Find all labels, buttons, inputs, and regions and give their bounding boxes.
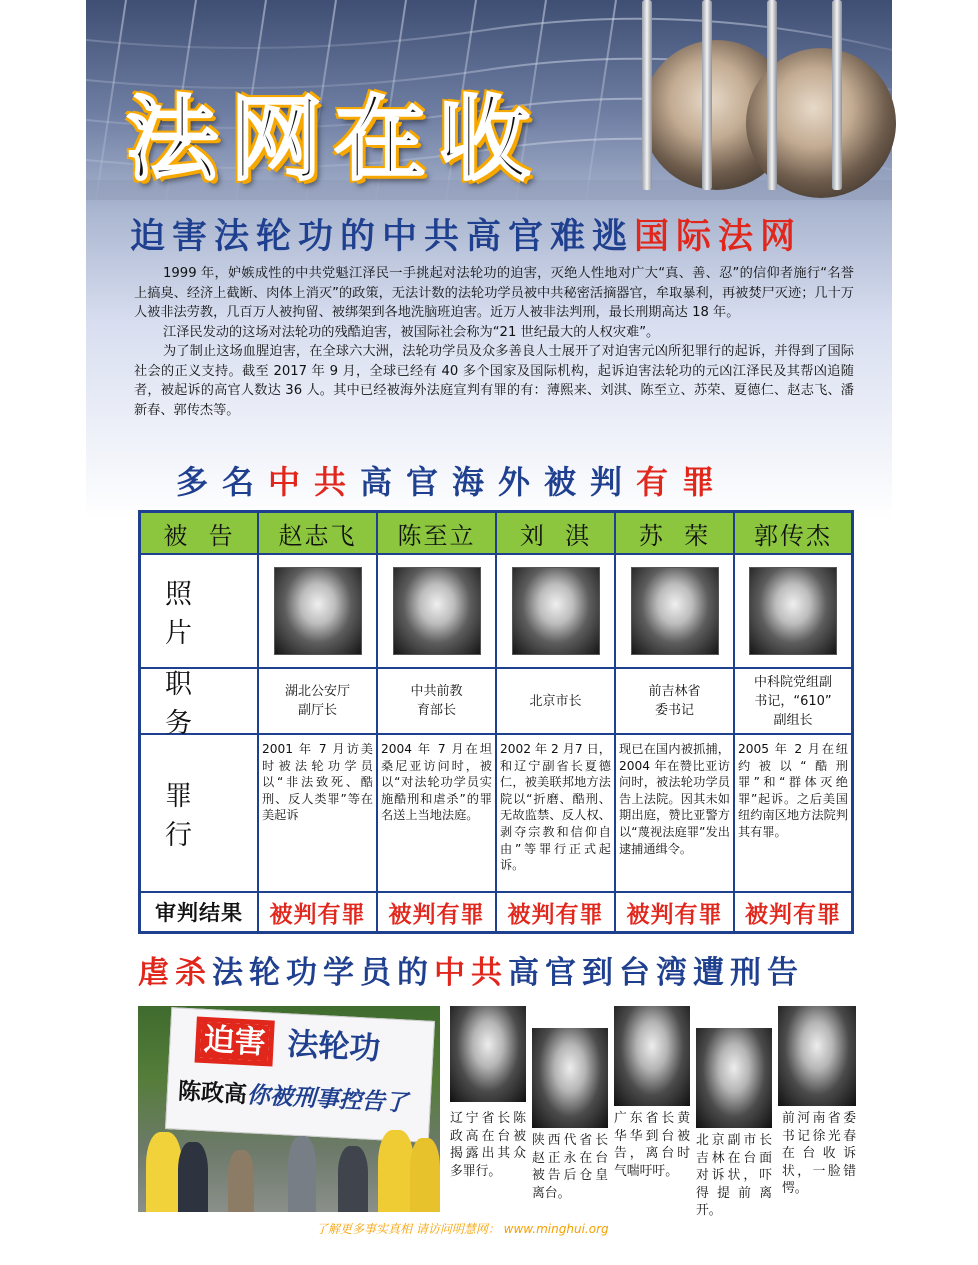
banner-blue-text: 法轮功: [286, 1026, 382, 1068]
header-defendant-label: 被 告: [141, 513, 259, 555]
header-name: 刘 淇: [497, 513, 616, 555]
post-cell: [497, 669, 616, 735]
section-title-convicted: [176, 460, 836, 504]
caption-5: 前河南省委书记徐光春在台收诉状，一脸错愕。: [782, 1111, 856, 1196]
row-label-cell: [141, 555, 259, 669]
protest-photo: [138, 1006, 440, 1212]
table-post-row: [141, 669, 851, 739]
banner-accusation-text: 你被刑事控告了: [246, 1082, 409, 1117]
post-text: 中科院党组副 书记，“610” 副组长: [753, 674, 832, 728]
official-photo: [631, 567, 719, 655]
photo-cell: [378, 555, 497, 669]
row-label-post: 职务: [165, 669, 218, 739]
header-name: 赵志飞: [259, 513, 378, 555]
post-text: 湖北公安厅 副厅长: [284, 684, 350, 718]
top-banner: [86, 0, 892, 520]
protest-banner: [165, 1007, 435, 1143]
result-text: 被判有罪: [259, 893, 378, 931]
verdict-table: [138, 510, 854, 934]
banner-red-text: 迫害: [200, 1022, 270, 1062]
section2-part-d: 高官到台湾遭刑告: [508, 955, 804, 991]
post-cell: [259, 669, 378, 735]
caption-3: 广东省长黄华华到台被告，离台时气喘吁吁。: [614, 1111, 690, 1179]
photo-cell: [735, 555, 851, 669]
subtitle-part2: 国际法网: [634, 217, 803, 257]
crime-text: 2001 年 7 月访美时被法轮功学员以“非法致死、酷刑、反人类罪”等在美起诉: [262, 742, 373, 823]
row-label-result: 审判结果: [155, 901, 243, 925]
section-title-part-a: 多名: [176, 463, 269, 501]
crime-text: 2005 年 2 月在纽约被以“酷刑罪”和“群体灭绝罪”起诉。之后美国纽约南区地方法院判其有罪。: [738, 742, 848, 839]
subtitle-part1: 迫害法轮功的中共高官难逃: [130, 217, 635, 257]
result-text: 被判有罪: [616, 893, 735, 931]
table-result-row: [141, 893, 851, 931]
section2-part-a: 虐杀: [138, 955, 212, 991]
row-label-cell: [141, 735, 259, 893]
row-label-cell: [141, 893, 259, 931]
banner-line-1: [200, 1020, 422, 1071]
crime-text: 2004 年 7 月在坦桑尼亚访问时，被以“对法轮功学员实施酷刑和虐杀”的罪名送上当地法庭。: [381, 742, 492, 823]
row-label-cell: [141, 669, 259, 739]
official-photo-1: [450, 1006, 526, 1102]
row-label-crime: 罪行: [165, 781, 218, 851]
subtitle: [130, 214, 870, 260]
official-photo-2: [532, 1028, 608, 1128]
section-title-part-b: 中共: [268, 463, 361, 501]
main-title: 法网在收: [126, 86, 543, 193]
post-cell: [616, 669, 735, 735]
protesters-graphic: [138, 1126, 440, 1212]
section2-part-c: 中共: [434, 955, 508, 991]
header-name: 郭传杰: [735, 513, 851, 555]
crime-cell: [497, 735, 616, 893]
crime-cell: [735, 735, 851, 893]
header-name: 陈至立: [378, 513, 497, 555]
intro-paragraph-2: 江泽民发动的这场对法轮功的残酷迫害，被国际社会称为“21 世纪最大的人权灾难”。: [163, 324, 660, 340]
official-photo: [393, 567, 481, 655]
photo-cell: [497, 555, 616, 669]
banner-name-text: 陈政高: [177, 1078, 248, 1109]
photo-cell: [616, 555, 735, 669]
caption-2: 陕西代省长赵正永在台被告后仓皇离台。: [532, 1133, 608, 1201]
crime-cell: [259, 735, 378, 893]
section2-part-b: 法轮功学员的: [212, 955, 434, 991]
official-photo-3: [614, 1006, 690, 1106]
official-photo-5: [778, 1006, 856, 1106]
table-header-row: [141, 513, 851, 555]
crime-text: 现已在国内被抓捕，2004 年在赞比亚访问时，被法轮功学员告上法院。因其未如期出庭，赞比亚警方以“蔑视法庭罪”发出逮捕通缉令。: [619, 742, 730, 856]
result-text: 被判有罪: [745, 901, 841, 928]
row-label-photo: 照片: [165, 579, 218, 649]
section-title-taiwan: [138, 950, 858, 996]
post-cell: [735, 669, 851, 735]
official-photo: [749, 567, 837, 655]
caption-1: 辽宁省长陈政高在台被揭露出其众多罪行。: [450, 1111, 526, 1179]
table-crime-row: [141, 735, 851, 893]
table-photo-row: [141, 555, 851, 669]
intro-paragraph-3: 为了制止这场血腥迫害，在全球六大洲，法轮功学员及众多善良人士展开了对迫害元凶所犯罪行的起诉，并得到了国际社会的正义支持。截至 2017 年 9 月，全球已经有 40 多个国家及国际机构，起诉迫害法轮功的元凶江泽民及其帮凶追随者，被起诉的高官人数达 36 人。其中已经被海外法庭宣判有罪的有：薄熙来、刘淇、陈至立、苏荣、夏德仁、赵志飞、潘新春、郭传杰等。: [134, 344, 854, 418]
result-text: 被判有罪: [497, 893, 616, 931]
official-photo: [274, 567, 362, 655]
post-text: 中共前教 育部长: [410, 684, 463, 718]
official-photo-4: [696, 1028, 772, 1128]
footer-minghui-link[interactable]: 了解更多事实真相 请访问明慧网： www.minghui.org: [316, 1222, 609, 1236]
crime-cell: [616, 735, 735, 893]
banner-line-2: [177, 1075, 428, 1122]
poster: [86, 0, 892, 1250]
crime-cell: [378, 735, 497, 893]
caption-4: 北京副市长吉林在台面对诉状，吓得提前离开。: [696, 1133, 772, 1218]
section-title-part-c: 高官海外被判: [360, 463, 637, 501]
post-text: 前吉林省 委书记: [648, 684, 701, 718]
intro-text: [134, 264, 854, 420]
result-text: 被判有罪: [378, 893, 497, 931]
official-photo: [512, 567, 600, 655]
crime-text: 2002 年 2 月7 日，和辽宁副省长夏德仁，被美联邦地方法院以“折磨、酷刑、无故监禁、反人权、剥夺宗教和信仰自由”等罪行正式起诉。: [500, 742, 611, 873]
post-cell: [378, 669, 497, 735]
header-name: 苏 荣: [616, 513, 735, 555]
photo-cell: [259, 555, 378, 669]
intro-paragraph-1: 1999 年，妒嫉成性的中共党魁江泽民一手挑起对法轮功的迫害，灭绝人性地对广大“真、善、忍”的信仰者施行“名誉上搞臭、经济上截断、肉体上消灭”的政策，无法计数的法轮功学员被中共秘密活摘器官，牟取暴利，再被焚尸灭迹；几十万人被非法劳教，几百万人被拘留、被绑架到各地洗脑班迫害。近万人被非法判刑，最长刑期高达 18 年。: [134, 266, 854, 320]
post-text: 北京市长: [529, 693, 582, 709]
section-title-part-d: 有罪: [636, 463, 729, 501]
